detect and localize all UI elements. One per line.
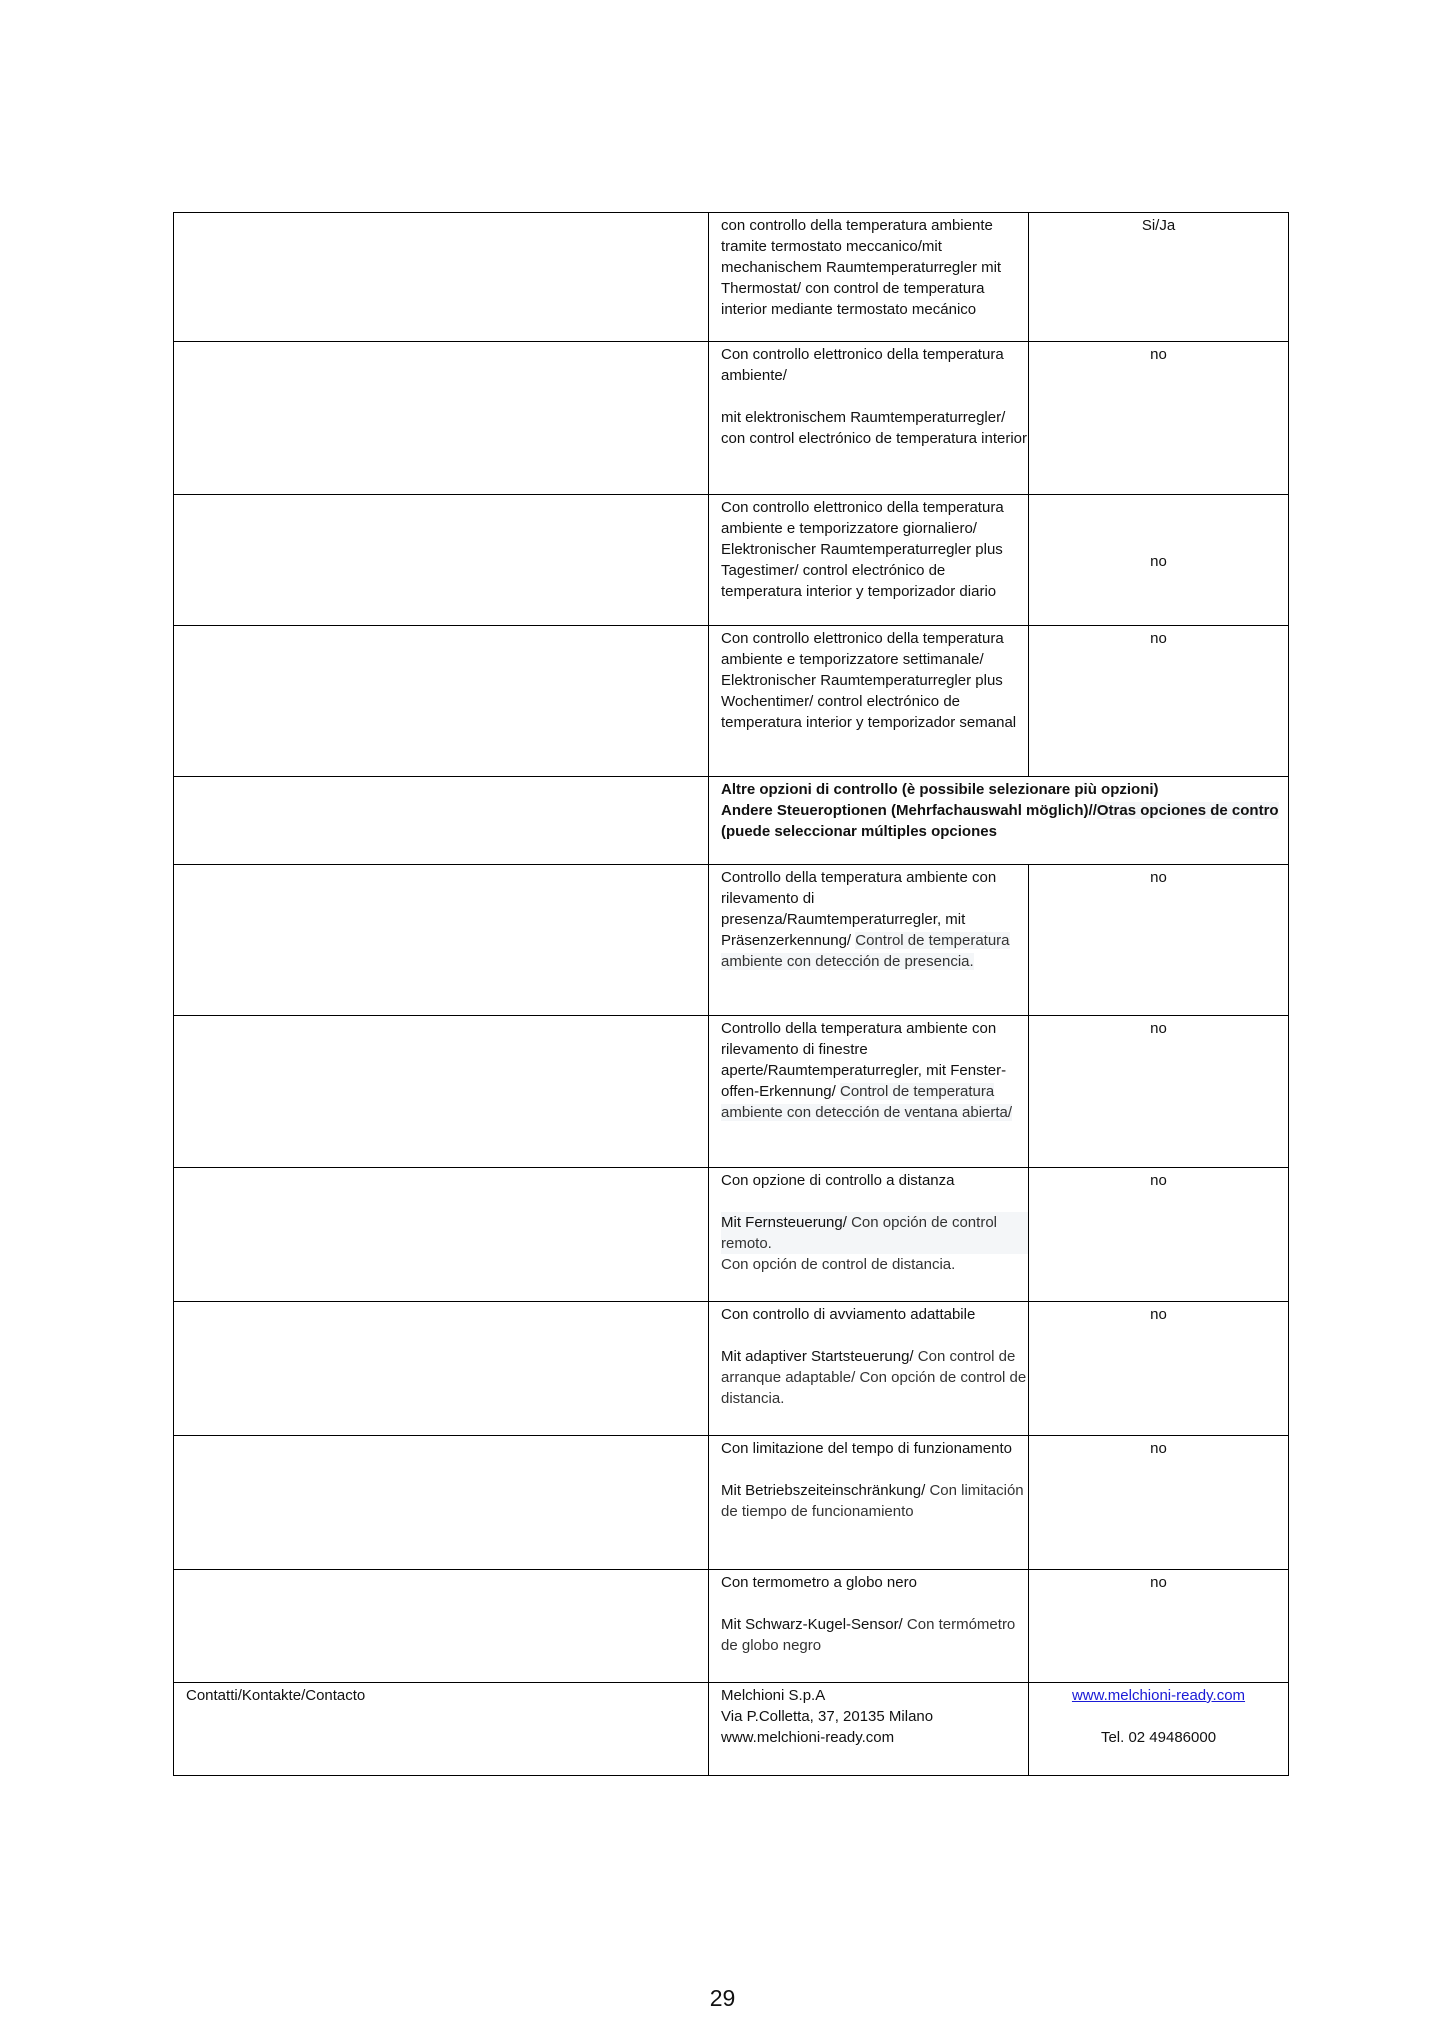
description-cell: Con controllo elettronico della temperatura ambiente e temporizzatore giornaliero/ Elektronischer Raumtemperaturregler plus Tagestimer/ control electrónico de temperatura interior y temporizador diario [709, 495, 1029, 626]
control-options-table [173, 212, 1289, 1776]
table-row [174, 865, 1289, 1016]
phone-number: Tel. 02 49486000 [1100, 1729, 1217, 1746]
label-cell [174, 342, 709, 495]
table-row [174, 1168, 1289, 1302]
description-cell: Con opzione di controllo a distanza Mit Fernsteuerung/ Con opción de control remoto. Con opción de control de distancia. [709, 1168, 1029, 1302]
options-header-row [174, 777, 1289, 865]
description-cell: Con termometro a globo nero Mit Schwarz-Kugel-Sensor/ Con termómetro de globo negro [709, 1570, 1029, 1683]
table-row [174, 1570, 1289, 1683]
label-cell [174, 777, 709, 865]
table-row [174, 342, 1289, 495]
table-row [174, 1302, 1289, 1436]
label-cell [174, 865, 709, 1016]
label-cell [174, 1016, 709, 1168]
value-cell: no [1029, 495, 1289, 626]
description-cell: Controllo della temperatura ambiente con rilevamento di presenza/Raumtemperaturregler, mit Präsenzerkennung/ Control de temperatura ambiente con detección de presencia. [709, 865, 1029, 1016]
value-cell: Si/Ja [1029, 213, 1289, 342]
label-cell [174, 1168, 709, 1302]
description-cell: Controllo della temperatura ambiente con rilevamento di finestre aperte/Raumtemperaturregler, mit Fenster-offen-Erkennung/ Control de temperatura ambiente con detección de ventana abierta/ [709, 1016, 1029, 1168]
value-cell: no [1029, 1570, 1289, 1683]
table-row [174, 213, 1289, 342]
website-link[interactable]: www.melchioni-ready.com [1071, 1687, 1246, 1704]
options-header: Altre opzioni di controllo (è possibile selezionare più opzioni) Andere Steueroptionen (Mehrfachauswahl möglich)//Otras opciones de contro (puede seleccionar múltiples opciones [709, 777, 1289, 865]
description-cell: con controllo della temperatura ambiente tramite termostato meccanico/mit mechanischem Raumtemperaturregler mit Thermostat/ con control de temperatura interior mediante termostato mecánico [709, 213, 1029, 342]
description-cell: Con controllo elettronico della temperatura ambiente e temporizzatore settimanale/ Elektronischer Raumtemperaturregler plus Wochentimer/ control electrónico de temperatura interior y temporizador semanal [709, 626, 1029, 777]
value-cell: no [1029, 1436, 1289, 1570]
description-cell: Con limitazione del tempo di funzionamento Mit Betriebszeiteinschränkung/ Con limitación de tiempo de funcionamiento [709, 1436, 1029, 1570]
table-row [174, 1016, 1289, 1168]
value-cell: no [1029, 1302, 1289, 1436]
label-cell [174, 1570, 709, 1683]
contact-address-cell: Melchioni S.p.A Via P.Colletta, 37, 20135 Milano www.melchioni-ready.com [709, 1683, 1029, 1776]
description-cell: Con controllo di avviamento adattabile Mit adaptiver Startsteuerung/ Con control de arranque adaptable/ Con opción de control de distancia. [709, 1302, 1029, 1436]
table-row [174, 1436, 1289, 1570]
value-cell: no [1029, 1168, 1289, 1302]
table-row [174, 626, 1289, 777]
table-row [174, 495, 1289, 626]
label-cell [174, 495, 709, 626]
contact-row [174, 1683, 1289, 1776]
label-cell [174, 1436, 709, 1570]
contact-links-cell [1029, 1683, 1289, 1776]
label-cell [174, 213, 709, 342]
value-cell: no [1029, 342, 1289, 495]
label-cell [174, 1302, 709, 1436]
value-cell: no [1029, 865, 1289, 1016]
description-cell: Con controllo elettronico della temperatura ambiente/ mit elektronischem Raumtemperaturregler/ con control electrónico de temperatura interior [709, 342, 1029, 495]
page-number: 29 [709, 1985, 736, 2011]
contact-label: Contatti/Kontakte/Contacto [174, 1683, 709, 1776]
value-cell: no [1029, 626, 1289, 777]
label-cell [174, 626, 709, 777]
value-cell: no [1029, 1016, 1289, 1168]
